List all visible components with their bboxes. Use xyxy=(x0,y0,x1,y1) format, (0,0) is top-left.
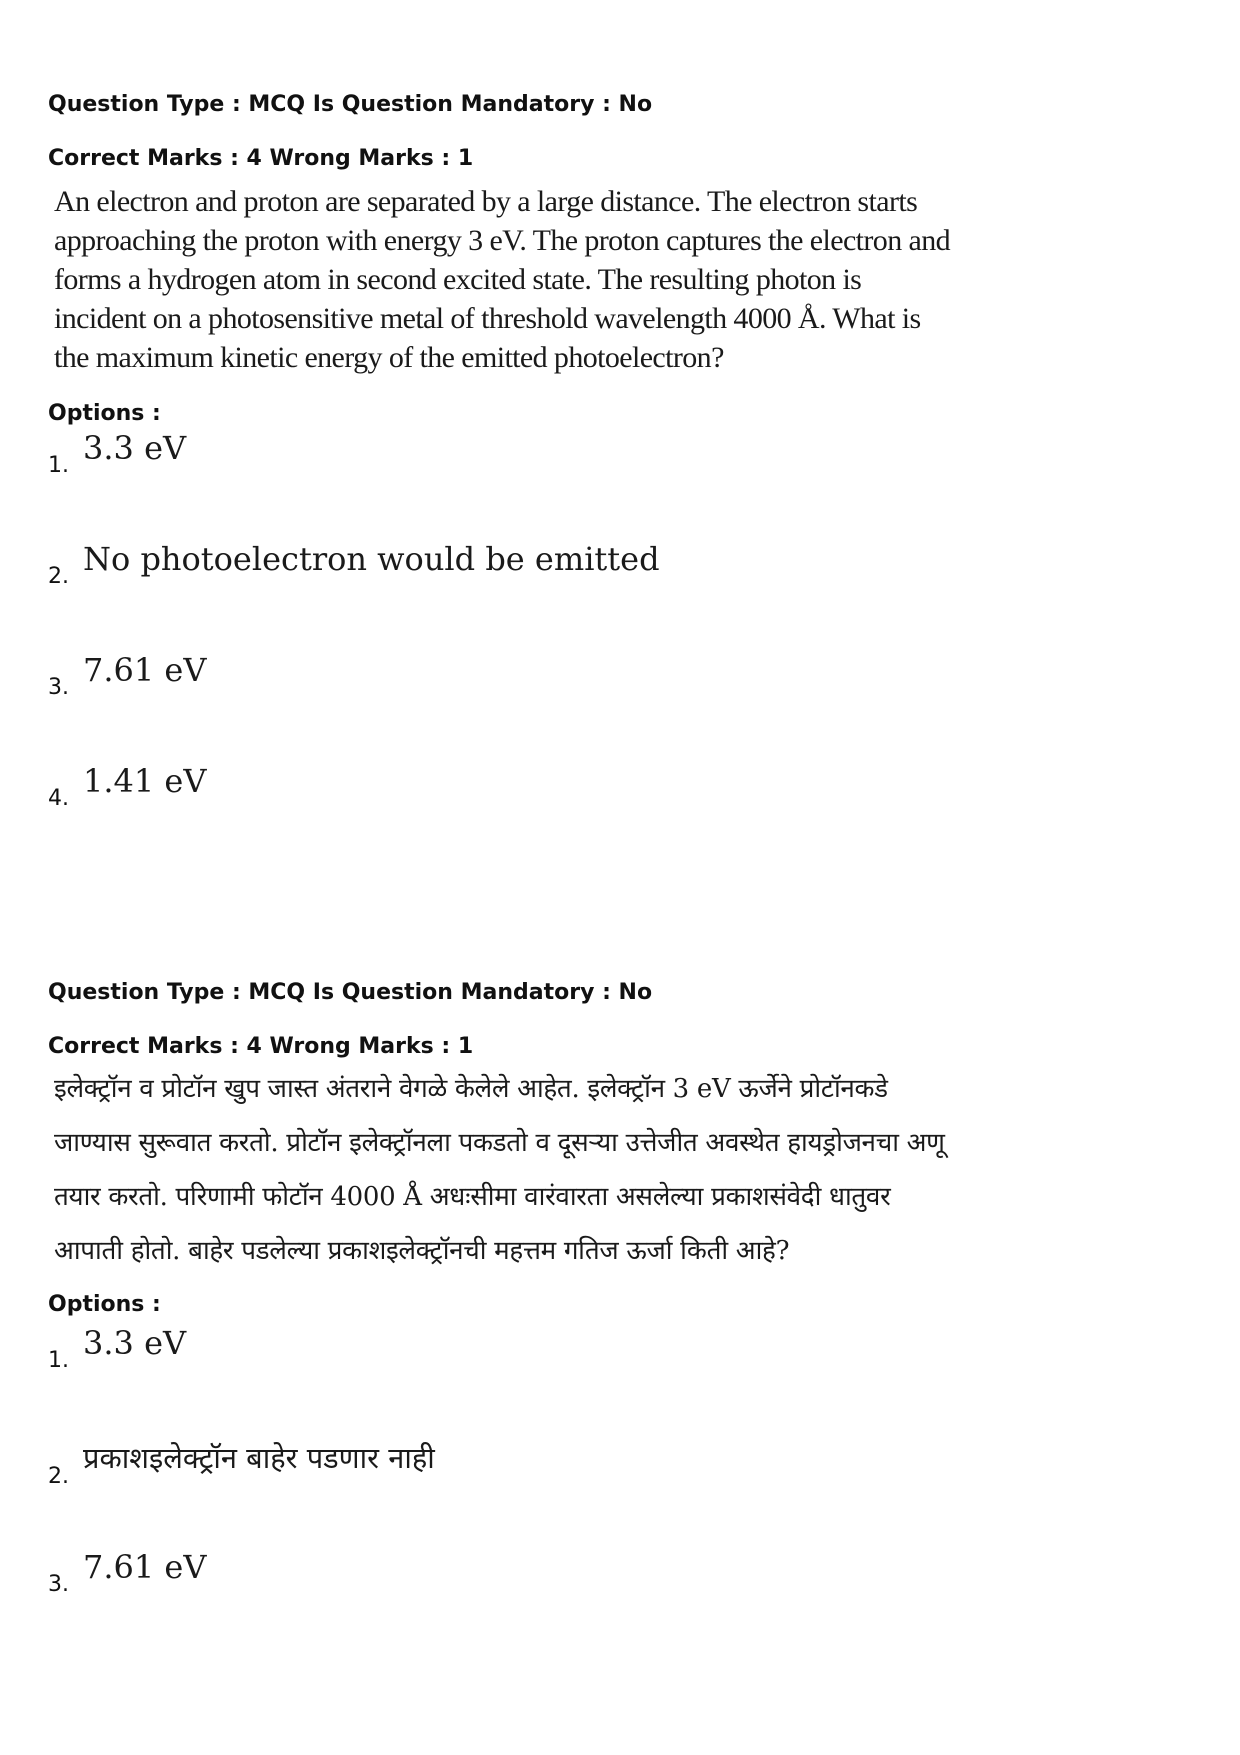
option-1 xyxy=(48,429,1148,540)
question-marks: Correct Marks : 4 Wrong Marks : 1 xyxy=(48,146,474,171)
question-2 xyxy=(48,978,1148,1655)
question-1 xyxy=(48,90,1148,873)
option-2 xyxy=(48,540,1148,651)
option-4 xyxy=(48,762,1148,873)
option-1 xyxy=(48,1320,1148,1436)
option-text: 1.41 eV xyxy=(83,762,207,800)
option-text: 3.3 eV xyxy=(83,429,187,467)
question-text: इलेक्ट्रॉन व प्रोटॉन खुप जास्त अंतराने वेगळे केलेले आहेत. इलेक्ट्रॉन 3 eV ऊर्जेने प्रोटॉनकडे जाण्यास सुरूवात करतो. प्रोटॉन इलेक्ट्रॉनला पकडतो व दूसऱ्या उत्तेजीत अवस्थेत हायड्रोजनचा अणू तयार करतो. परिणामी फोटॉन 4000 Å अधःसीमा वारंवारता असलेल्या प्रकाशसंवेदी धातुवर आपाती होतो. बाहेर पडलेल्या प्रकाशइलेक्ट्रॉनची महत्तम गतिज ऊर्जा किती आहे? xyxy=(54,1074,945,1266)
option-3 xyxy=(48,1544,1148,1655)
question-type-header: Question Type : MCQ Is Question Mandatory : No xyxy=(48,980,653,1005)
option-number: 3. xyxy=(48,1572,69,1597)
option-text: 3.3 eV xyxy=(83,1324,187,1362)
question-marks: Correct Marks : 4 Wrong Marks : 1 xyxy=(48,1034,474,1059)
question-text: An electron and proton are separated by a large distance. The electron starts approaching the proton with energy 3 eV. The proton captures the electron and forms a hydrogen atom in second excited state. The resulting photon is incident on a photosensitive metal of threshold wavelength 4000 Å. What is the maximum kinetic energy of the emitted photoelectron? xyxy=(54,185,951,374)
option-text: 7.61 eV xyxy=(83,651,207,689)
options-label: Options : xyxy=(48,401,161,426)
option-number: 3. xyxy=(48,675,69,700)
option-number: 4. xyxy=(48,786,69,811)
option-number: 1. xyxy=(48,1348,69,1373)
option-2 xyxy=(48,1436,1148,1544)
option-text: 7.61 eV xyxy=(83,1548,207,1586)
option-text: No photoelectron would be emitted xyxy=(83,540,660,578)
option-text: प्रकाशइलेक्ट्रॉन बाहेर पडणार नाही xyxy=(83,1441,435,1475)
option-number: 2. xyxy=(48,1464,69,1489)
option-3 xyxy=(48,651,1148,762)
option-number: 2. xyxy=(48,564,69,589)
question-type-header: Question Type : MCQ Is Question Mandatory : No xyxy=(48,92,653,117)
options-label: Options : xyxy=(48,1292,161,1317)
option-number: 1. xyxy=(48,453,69,478)
